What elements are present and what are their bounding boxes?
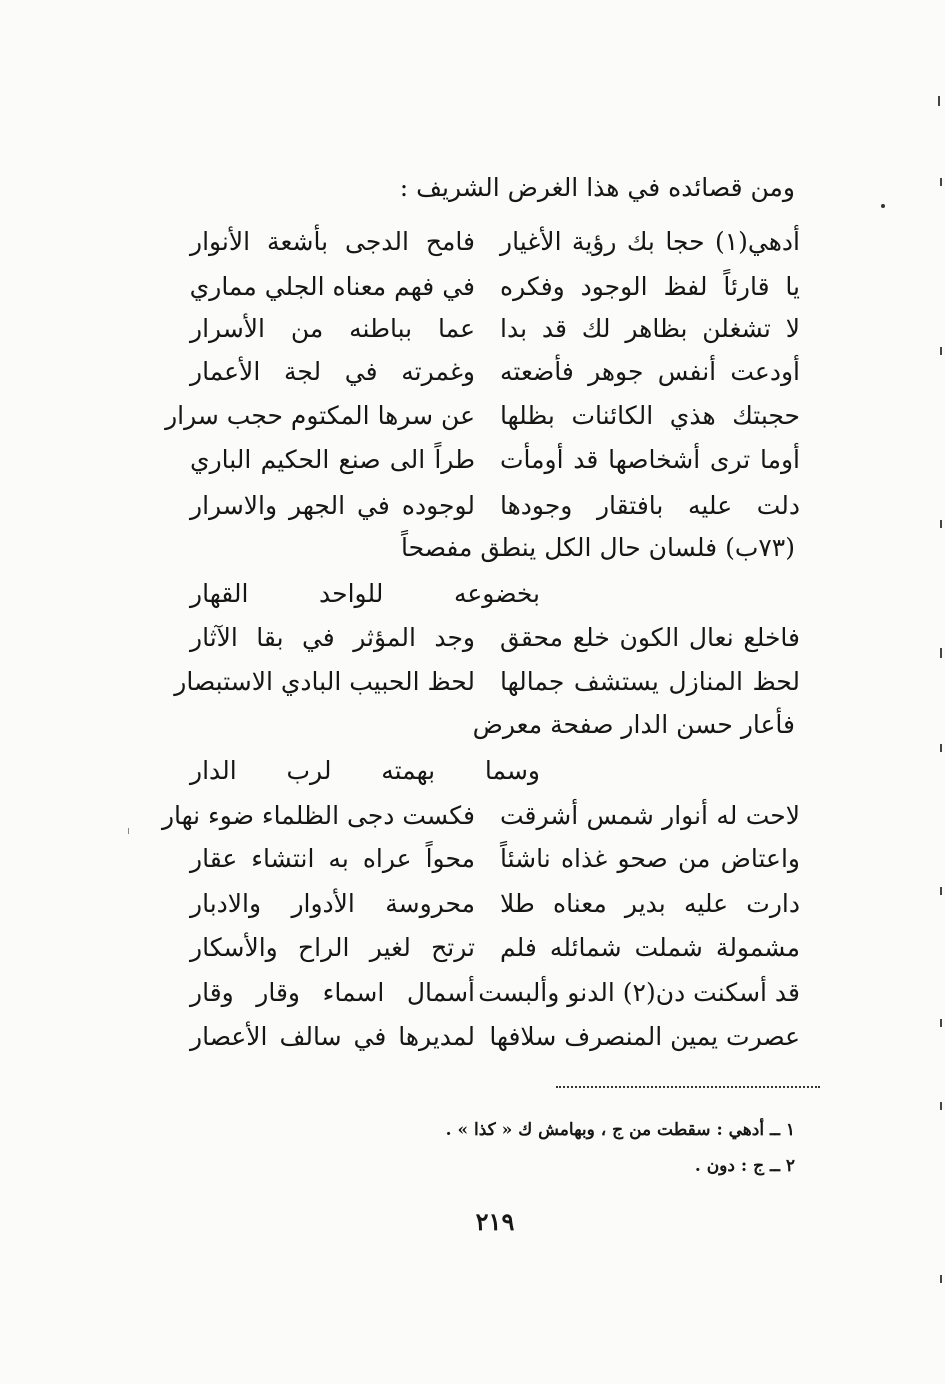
verse-second-hemistich: محروسة الأدوار والادبار	[190, 889, 475, 918]
verse-first-hemistich: أودعت أنفس جوهر فأضعته	[500, 357, 800, 386]
verse-second-hemistich: وجد المؤثر في بقا الآثار	[190, 623, 475, 652]
page-number: ٢١٩	[475, 1207, 515, 1236]
verse-first-hemistich: لحظ المنازل يستشف جمالها	[500, 667, 800, 696]
verse-first-hemistich: دارت عليه بدير معناه طلا	[500, 889, 800, 918]
scan-mark	[940, 744, 942, 752]
verse-second-hemistich: محواً عراه به انتشاء عقار	[190, 844, 475, 873]
verse-second-hemistich: فكست دجى الظلماء ضوء نهار	[161, 801, 475, 830]
verse-line	[190, 840, 800, 880]
scan-mark	[128, 828, 129, 834]
verse-line	[165, 397, 800, 437]
verse-line	[190, 441, 800, 481]
verse-second-hemistich: طراً الى صنع الحكيم الباري	[190, 445, 475, 474]
verse-first-hemistich: يا قارئاً لفظ الوجود وفكره	[500, 272, 800, 301]
scan-mark	[940, 178, 942, 186]
verse-second-hemistich: في فهم معناه الجلي مماري	[189, 272, 475, 301]
scan-dot	[881, 204, 885, 208]
verse-first-hemistich-long: (٧٣ب) فلسان حال الكل ينطق مفصحاً	[400, 533, 795, 562]
verse-first-hemistich: دلت عليه بافتقار وجودها	[500, 491, 800, 520]
verse-second-hemistich: وغمرته في لجة الأعمار	[190, 357, 475, 386]
verse-second-hemistich: فامح الدجى بأشعة الأنوار	[190, 227, 475, 256]
verse-first-hemistich: لاحت له أنوار شمس أشرقت	[500, 801, 800, 830]
verse-first-hemistich: أدهي(١) حجا بك رؤية الأغيار	[500, 227, 800, 256]
verse-second-hemistich: ترتح لغير الراح والأسكار	[190, 933, 475, 962]
verse-line	[174, 663, 800, 703]
scan-mark	[940, 1275, 942, 1283]
verse-first-hemistich: أوما ترى أشخاصها قد أومأت	[500, 445, 800, 474]
verse-line	[190, 974, 800, 1014]
verse-second-hemistich: لوجوده في الجهر والاسرار	[190, 491, 475, 520]
verse-first-hemistich: مشمولة شملت شمائله فلم	[500, 933, 800, 962]
scan-mark	[940, 648, 942, 658]
scan-mark	[940, 1102, 942, 1110]
verse-second-hemistich: لحظ الحبيب البادي الاستبصار	[174, 667, 475, 696]
verse-first-hemistich: حجبتك هذي الكائنات بظلها	[500, 401, 800, 430]
footnote: ١ ــ أدهي : سقطت من ج ، وبهامش ك « كذا » .	[445, 1120, 795, 1140]
footnote-separator	[556, 1086, 820, 1088]
verse-line	[190, 619, 800, 659]
verse-line	[190, 885, 800, 925]
intro-line: ومن قصائده في هذا الغرض الشريف :	[399, 173, 795, 202]
verse-line	[190, 268, 800, 308]
verse-line	[190, 929, 800, 969]
scan-mark	[940, 347, 942, 355]
verse-second-hemistich: بخضوعه للواحد القهار	[190, 579, 540, 608]
verse-second-hemistich: وسما بهمته لرب الدار	[190, 756, 540, 785]
verse-line	[190, 1018, 800, 1058]
scan-mark	[940, 887, 942, 895]
verse-first-hemistich: لا تشغلن بظاهر لك قد بدا	[500, 314, 800, 343]
verse-first-hemistich: فاخلع نعال الكون خلع محقق	[500, 623, 800, 652]
scan-mark	[940, 520, 942, 528]
scan-mark	[938, 96, 940, 106]
verse-second-hemistich: عما بباطنه من الأسرار	[190, 314, 475, 343]
verse-first-hemistich: قد أسكنت دن(٢) الدنو وألبست	[478, 978, 800, 1007]
verse-line	[190, 310, 800, 350]
verse-line	[161, 797, 800, 837]
footnote: ٢ ــ ج : دون .	[694, 1156, 795, 1176]
scan-mark	[940, 1019, 942, 1027]
verse-second-hemistich: لمديرها في سالف الأعصار	[190, 1022, 475, 1051]
verse-first-hemistich-long: فأعار حسن الدار صفحة معرض	[472, 710, 795, 739]
verse-line	[190, 353, 800, 393]
verse-second-hemistich: أسمال اسماء وقار وقار	[190, 978, 475, 1007]
verse-first-hemistich: واعتاض من صحو غذاه ناشئاً	[500, 844, 800, 873]
verse-line	[190, 223, 800, 263]
verse-first-hemistich: عصرت يمين المنصرف سلافها	[489, 1022, 800, 1051]
verse-second-hemistich: عن سرها المكتوم حجب سرار	[165, 401, 475, 430]
verse-line	[190, 487, 800, 527]
